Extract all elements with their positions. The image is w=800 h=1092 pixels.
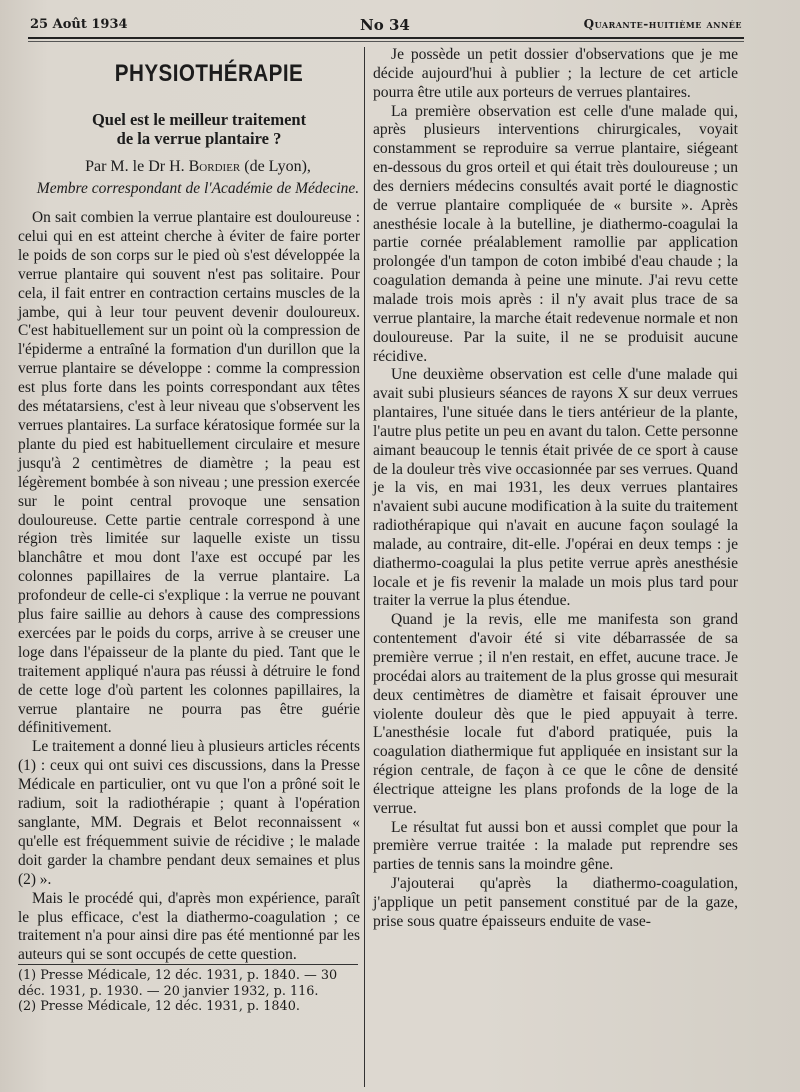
left-column xyxy=(18,60,360,965)
right-paragraph: La première observation est celle d'une malade qui, après plusieurs interventions chirurgicales, voyait constamment se reproduire sa verrue plantaire, siégeant en-dessous du gros orteil et qui était très douloureuse ; un des derniers médecins consultés avait porté le diagnostic de verrue plantaire compliquée de « bursite ». Après anesthésie locale à la butelline, je diathermo-coagulai la partie cornée préalablement ramollie par application prolongée d'un tampon de coton imbibé d'eau chaude ; la coagulation demanda à peine une minute. J'ai revu cette malade trois mois après : il n'y avait plus trace de sa verrue plantaire, la marche était redevenue normale et non douloureuse. Par la suite, il ne se produisit aucune récidive. xyxy=(373,102,738,365)
header-rule-thin xyxy=(28,41,744,42)
page-header xyxy=(30,14,742,36)
article-title-line-2: de la verrue plantaire ? xyxy=(116,129,282,148)
footnote: (1) Presse Médicale, 12 déc. 1931, p. 1840. — 30 déc. 1931, p. 1930. — 20 janvier 1932, p. 116. xyxy=(18,968,338,999)
author-line xyxy=(36,157,360,177)
column-divider xyxy=(364,47,365,1087)
left-paragraph: Mais le procédé qui, d'après mon expérience, paraît le plus efficace, c'est la diathermo-coagulation ; ce traitement n'a pour ainsi dire pas été mentionné par les auteurs qui se sont occupés de cette question. xyxy=(18,889,360,964)
footnotes xyxy=(18,964,358,1015)
author-affiliation: Membre correspondant de l'Académie de Médecine. xyxy=(36,180,360,197)
right-paragraph: Une deuxième observation est celle d'une malade qui avait subi plusieurs séances de rayons X sur deux verrues plantaires, l'une située dans le tiers antérieur de la plante, l'autre plus petite un peu en avant du talon. Cette personne aimant beaucoup le tennis était privée de ce sport à cause de la douleur très vive occasionnée par ses verrues. Quand je la vis, en mai 1931, les deux verrues plantaires n'avaient subi aucune modification à la suite du traitement radiothérapique qui n'avait en aucune façon soulagé la malade, au contraire, dit-elle. J'opérai en deux temps : je diathermo-coagulai la plus petite verrue après anesthésie locale et je fis revenir la malade un mois plus tard pour traiter la verrue la plus étendue. xyxy=(373,366,738,610)
header-rule xyxy=(28,37,744,39)
section-title: PHYSIOTHÉRAPIE xyxy=(114,60,304,87)
right-paragraph: Le résultat fut aussi bon et aussi complet que pour la première verrue traitée : la malade put reprendre ses parties de tennis sans la moindre gêne. xyxy=(373,818,738,874)
author-name: H. Bordier xyxy=(169,158,241,175)
right-column xyxy=(373,46,738,932)
article-title xyxy=(38,110,360,148)
author-prefix: Par M. le Dr xyxy=(85,158,166,175)
issue-year: Quarante-huitième année xyxy=(583,17,742,31)
issue-date: 25 Août 1934 xyxy=(30,17,128,32)
author-suffix: (de Lyon), xyxy=(244,158,311,175)
left-paragraph: Le traitement a donné lieu à plusieurs articles récents (1) : ceux qui ont suivi ces discussions, dans la Presse Médicale en particulier, ont vu que l'on a prôné soit le radium, soit la radiothérapie ; quant à l'opération sanglante, MM. Degrais et Belot reconnaissent « qu'elle est fréquemment suivie de récidive ; le malade doit garder la chambre pendant deux semaines et plus (2) ». xyxy=(18,738,360,888)
right-paragraph: J'ajouterai qu'après la diathermo-coagulation, j'applique un petit pansement constitué par de la gaze, prise sous quatre épaisseurs enduite de vase- xyxy=(373,875,738,930)
left-paragraph: On sait combien la verrue plantaire est douloureuse : celui qui en est atteint cherche à éviter de faire porter le poids de son corps sur le pied où s'est développée la verrue plantaire qui souvent n'est pas solitaire. Pour cela, il fait entrer en contraction certains muscles de la jambe, qui à leur tour peuvent devenir douloureux. C'est habituellement sur un point où la compression de l'épiderme a entraîné la formation d'un durillon que la verrue plantaire se développe : comme la compression est plus forte dans les points correspondant aux têtes des métatarsiens, c'est à leur niveau que s'observent les verrues plantaires. La surface kératosique formée sur la plante du pied est habituellement circulaire et mesure jusqu'à 2 centimètres de diamètre ; la peau est légèrement bombée à son niveau ; une pression exercée sur le point central provoque une sensation douloureuse. Cette partie centrale correspond à une région très limitée sur laquelle existe un tissu blanchâtre et mou dont l'axe est occupé par les colonnes papillaires de la verrue plantaire. La profondeur de celle-ci s'explique : la verrue ne pouvant plus faire saillie au dehors à cause des compressions exercées par le poids du corps, arrive à se creuser une loge dans l'épaisseur de la plante du pied. Tant que le traitement appliqué n'aura pas réussi à détruire le fond de cette loge d'où partent les colonnes papillaires, la verrue plantaire ne pourra pas être guérie définitivement. xyxy=(18,209,360,737)
article-title-line-1: Quel est le meilleur traitement xyxy=(91,110,307,129)
right-paragraph: Je possède un petit dossier d'observations que je me décide aujourd'hui à publier ; la lecture de cet article pourra être utile aux porteurs de verrues plantaires. xyxy=(373,46,738,101)
footnote: (2) Presse Médicale, 12 déc. 1931, p. 1840. xyxy=(18,999,300,1014)
right-paragraph: Quand je la revis, elle me manifesta son grand contentement d'avoir été si vite débarrassée de sa première verrue ; il n'en restait, en effet, aucune trace. Je procédai alors au traitement de la plus grosse qui mesurait deux centimètres de diamètre et faisait éprouver une violente douleur dès que le pied appuyait à terre. L'anesthésie locale fut d'abord pratiquée, puis la coagulation diathermique fut appliquée en insistant sur la région centrale, de façon à ce que le cône de densité électrique atteigne les plans profonds de la loge de la verrue. xyxy=(373,611,738,817)
issue-number: No 34 xyxy=(360,16,410,34)
